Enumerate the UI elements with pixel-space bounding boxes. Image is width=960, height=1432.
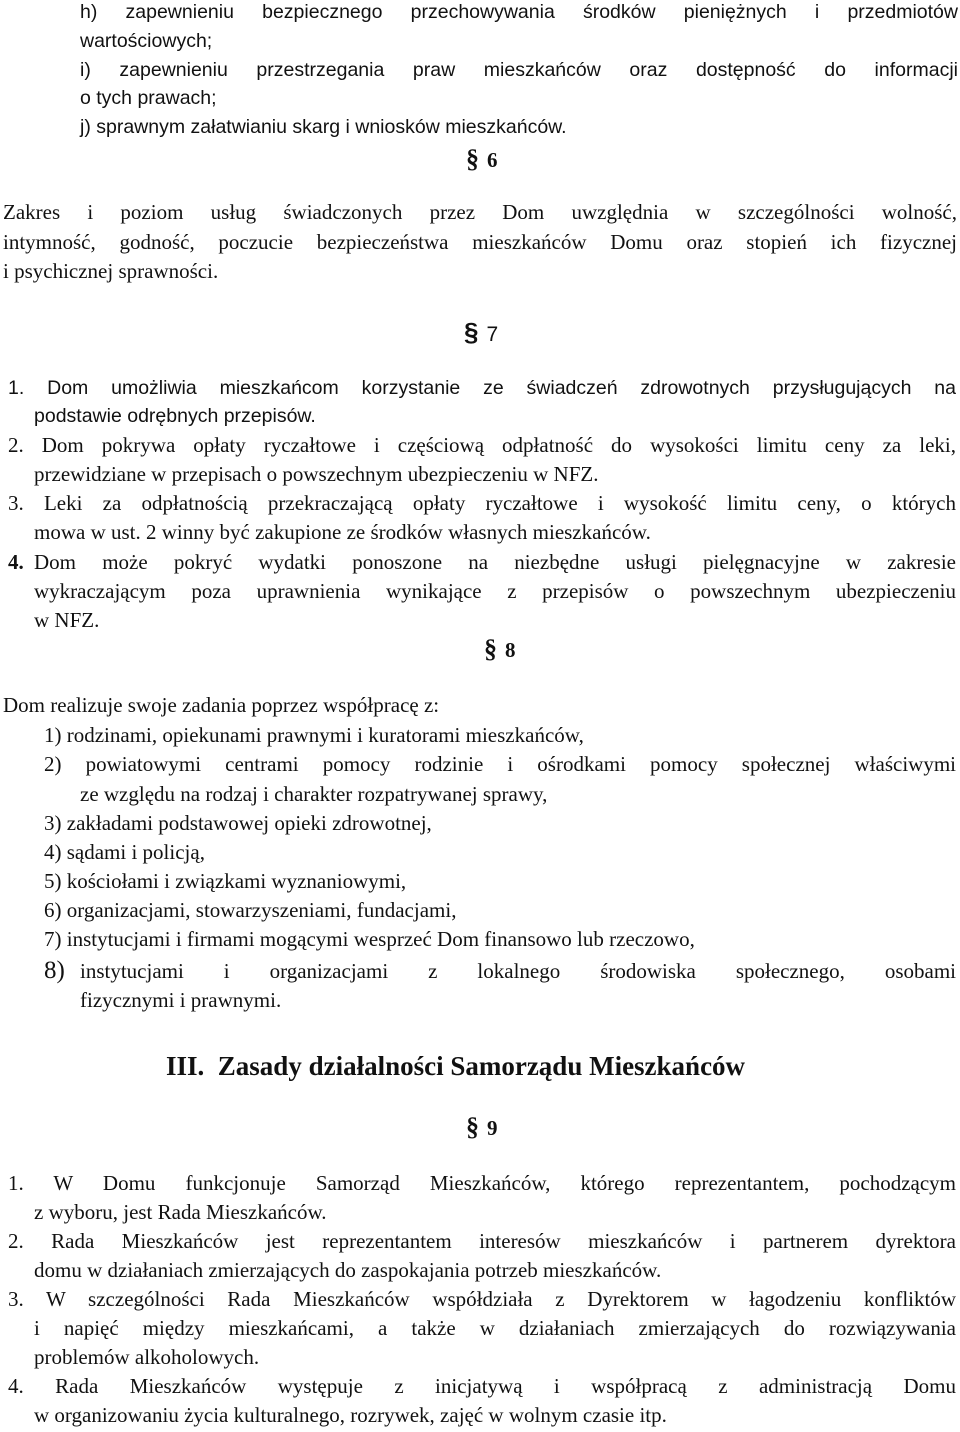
section-number: 7 [486,323,499,346]
paragraph-9-2-line2: domu w działaniach zmierzających do zaspokajania potrzeb mieszkańców. [34,1258,662,1282]
paragraph-7-4-line3: w NFZ. [34,608,100,632]
cooperation-item-5: 5) kościołami i związkami wyznaniowymi, [44,869,407,893]
section-heading-6 [466,144,498,175]
list-item-j-line1: j) sprawnym załatwianiu skarg i wniosków mieszkańców. [80,116,567,138]
paragraph-7-2-line1: 2. Dom pokrywa opłaty ryczałtowe i częściową odpłatność do wysokości limitu ceny za leki, [8,433,956,457]
cooperation-item-8-number: 8) [44,957,65,984]
paragraph-8-intro: Dom realizuje swoje zadania poprzez współpracę z: [3,693,440,717]
paragraph-7-4-line2: wykraczającym poza uprawnienia wynikające z przepisów o powszechnym ubezpieczeniu [34,579,956,603]
section-symbol: § [466,144,479,173]
cooperation-item-2-line1: 2) powiatowymi centrami pomocy rodzinie i ośrodkami pomocy społecznej właściwymi [44,752,956,776]
paragraph-9-3-line2: i napięć między mieszkańcami, a także w działaniach zmierzających do rozwiązywania [34,1316,956,1340]
paragraph-9-1-line1: 1. W Domu funkcjonuje Samorząd Mieszkańców, którego reprezentantem, pochodzącym [8,1171,956,1195]
cooperation-item-8-line1: instytucjami i organizacjami z lokalnego środowiska społecznego, osobami [80,959,956,983]
section-symbol: § [466,1112,479,1141]
cooperation-item-7: 7) instytucjami i firmami mogącymi wesprzeć Dom finansowo lub rzeczowo, [44,927,695,951]
cooperation-item-4: 4) sądami i policją, [44,840,205,864]
cooperation-item-2-line2: ze względu na rodzaj i charakter rozpatrywanej sprawy, [80,782,548,806]
section-symbol: § [464,317,479,347]
section-heading-9 [466,1112,498,1143]
section-number: 9 [487,1116,498,1140]
paragraph-6-line1: Zakres i poziom usług świadczonych przez Dom uwzględnia w szczególności wolność, [3,200,957,224]
cooperation-item-8-line2: fizycznymi i prawnymi. [80,988,282,1012]
list-item-h-line2: wartościowych; [80,30,213,52]
cooperation-item-6: 6) organizacjami, stowarzyszeniami, fundacjami, [44,898,457,922]
paragraph-7-2-line2: przewidziane w przepisach o powszechnym ubezpieczeniu w NFZ. [34,462,599,486]
section-number: 6 [487,148,498,172]
paragraph-7-4-line1: Dom może pokryć wydatki ponoszone na niezbędne usługi pielęgnacyjne w zakresie [34,550,956,574]
list-item-h-line1: h) zapewnieniu bezpiecznego przechowywania środków pieniężnych i przedmiotów [80,1,958,23]
paragraph-7-1-line2: podstawie odrębnych przepisów. [34,405,316,427]
paragraph-7-3-line2: mowa w ust. 2 winny być zakupione ze środków własnych mieszkańców. [34,520,651,544]
paragraph-7-1-line1: 1. Dom umożliwia mieszkańcom korzystanie ze świadczeń zdrowotnych przysługujących na [8,377,956,399]
chapter-numeral: III. [166,1051,205,1081]
paragraph-7-3-line1: 3. Leki za odpłatnością przekraczającą opłaty ryczałtowe i wysokość limitu ceny, o których [8,491,956,515]
chapter-title: Zasady działalności Samorządu Mieszkańców [217,1051,746,1081]
list-item-i-line2: o tych prawach; [80,87,217,109]
paragraph-9-3-line1: 3. W szczególności Rada Mieszkańców współdziała z Dyrektorem w łagodzeniu konfliktów [8,1287,956,1311]
list-item-i-line1: i) zapewnieniu przestrzegania praw mieszkańców oraz dostępność do informacji [80,59,958,81]
paragraph-9-1-line2: z wyboru, jest Rada Mieszkańców. [34,1200,327,1224]
section-heading-8 [484,634,516,665]
cooperation-item-1: 1) rodzinami, opiekunami prawnymi i kuratorami mieszkańców, [44,723,584,747]
chapter-heading [166,1049,745,1083]
section-symbol: § [484,634,497,663]
paragraph-6-line3: i psychicznej sprawności. [3,259,219,283]
paragraph-9-3-line3: problemów alkoholowych. [34,1345,260,1369]
cooperation-item-3: 3) zakładami podstawowej opieki zdrowotnej, [44,811,432,835]
paragraph-6-line2: intymność, godność, poczucie bezpieczeństwa mieszkańców Domu oraz stopień ich fizycznej [3,230,957,254]
section-heading-7 [464,318,498,349]
paragraph-9-4-line1: 4. Rada Mieszkańców występuje z inicjatywą i współpracą z administracją Domu [8,1374,956,1398]
paragraph-7-4-number: 4. [8,550,24,574]
paragraph-9-2-line1: 2. Rada Mieszkańców jest reprezentantem interesów mieszkańców i partnerem dyrektora [8,1229,956,1253]
paragraph-9-4-line2: w organizowaniu życia kulturalnego, rozrywek, zajęć w wolnym czasie itp. [34,1403,667,1427]
section-number: 8 [505,638,516,662]
